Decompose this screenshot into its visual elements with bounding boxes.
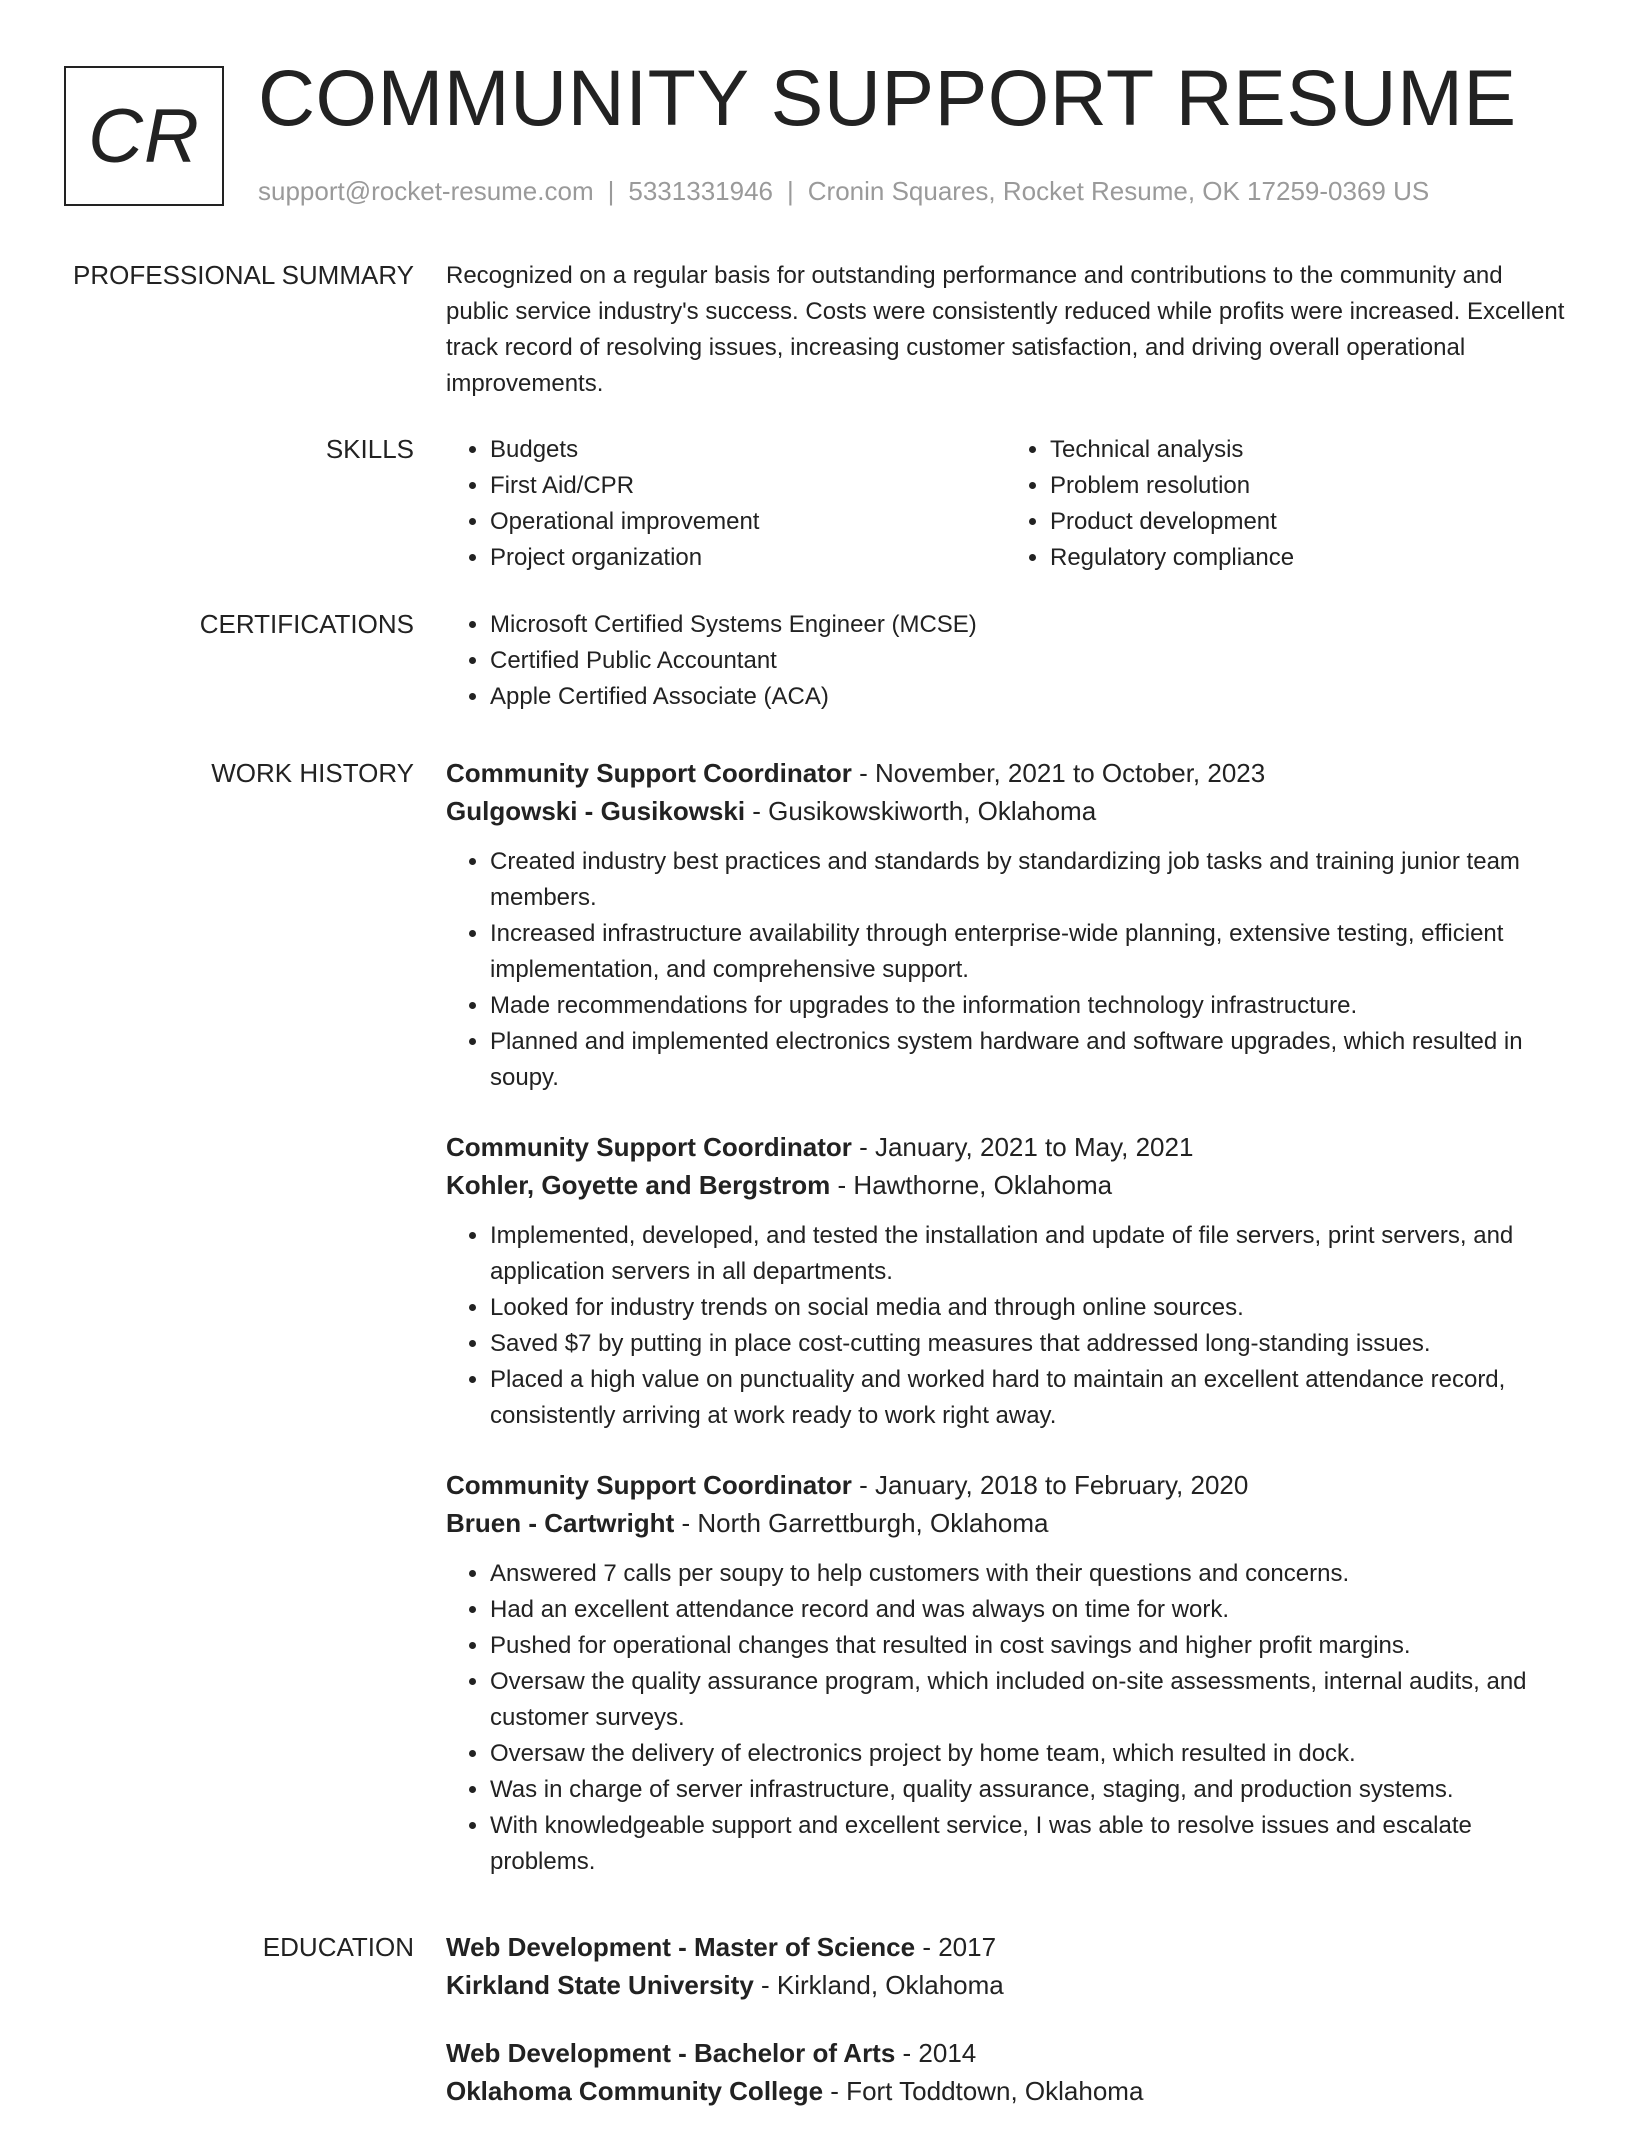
education-content [446,1928,1566,2140]
skills-list-left [446,432,1006,576]
certification-item: • Microsoft Certified Systems Engineer (MCSE) [490,607,1566,643]
job-company: Kohler, Goyette and Bergstrom [446,1170,831,1200]
monogram-initials: CR [88,93,200,179]
certification-item: • Apple Certified Associate (ACA) [490,679,1566,715]
job-duty-item: • Looked for industry trends on social media and through online sources. [490,1290,1566,1326]
skill-item: • Project organization [490,540,1006,576]
job-company-line [446,1166,1566,1204]
job-duty-item: • Oversaw the quality assurance program, which included on-site assessments, internal audits, and customer surveys. [490,1664,1566,1736]
education-location: - Kirkland, Oklahoma [753,1970,1004,2000]
certifications-list [446,607,1566,715]
education-degree-line [446,1928,1566,1966]
job-dates: - November, 2021 to October, 2023 [851,758,1266,788]
job-title-line [446,1466,1566,1504]
summary-text: Recognized on a regular basis for outstanding performance and contributions to the community and public service industry's success. Costs were consistently reduced while profits were increased. Excellent track record of resolving issues, increasing customer satisfaction, and driving overall operational improvements. [446,262,1565,397]
job-duties-list [446,1556,1566,1880]
section-label-work-history: WORK HISTORY [211,758,414,788]
education-degree-line [446,2034,1566,2072]
resume-title: COMMUNITY SUPPORT RESUME [258,53,1517,142]
skill-item: • Problem resolution [1050,468,1566,504]
job-title: Community Support Coordinator [446,1132,852,1162]
education-school-line [446,2072,1566,2110]
work-history-content [446,754,1566,1912]
job-title: Community Support Coordinator [446,758,852,788]
job-company-line [446,792,1566,830]
education-entry [446,1928,1566,2004]
skill-item: • Operational improvement [490,504,1006,540]
education-year: - 2014 [895,2038,977,2068]
section-label-summary: PROFESSIONAL SUMMARY [73,260,414,290]
job-dates: - January, 2018 to February, 2020 [851,1470,1249,1500]
education-degree: Web Development - Master of Science [446,1932,916,1962]
section-label-certifications: CERTIFICATIONS [199,609,414,639]
job-duty-item: • Pushed for operational changes that resulted in cost savings and higher profit margins. [490,1628,1566,1664]
job-dates: - January, 2021 to May, 2021 [851,1132,1194,1162]
contact-email[interactable]: support@rocket-resume.com [258,176,594,206]
job-duty-item: • With knowledgeable support and excellent service, I was able to resolve issues and escalate problems. [490,1808,1566,1880]
section-label-education: EDUCATION [262,1932,414,1962]
education-school: Kirkland State University [446,1970,754,2000]
summary-content [446,258,1566,402]
job-company-line [446,1504,1566,1542]
education-school-line [446,1966,1566,2004]
job-duty-item: • Oversaw the delivery of electronics project by home team, which resulted in dock. [490,1736,1566,1772]
section-label-skills: SKILLS [325,434,414,464]
job-duty-item: • Had an excellent attendance record and was always on time for work. [490,1592,1566,1628]
skill-item: • Budgets [490,432,1006,468]
job-duty-item: • Made recommendations for upgrades to the information technology infrastructure. [490,988,1566,1024]
monogram-box [64,66,224,206]
skill-item: • Technical analysis [1050,432,1566,468]
job-title-line [446,1128,1566,1166]
job-duty-item: • Created industry best practices and standards by standardizing job tasks and training junior team members. [490,844,1566,916]
skill-item: • Product development [1050,504,1566,540]
skill-item: • First Aid/CPR [490,468,1006,504]
job-duty-item: • Increased infrastructure availability through enterprise-wide planning, extensive testing, efficient implementation, and comprehensive support. [490,916,1566,988]
contact-address: Cronin Squares, Rocket Resume, OK 17259-0369 US [807,176,1430,206]
job-duties-list [446,844,1566,1096]
contact-line [258,176,1429,207]
education-school: Oklahoma Community College [446,2076,824,2106]
job-duty-item: • Answered 7 calls per soupy to help customers with their questions and concerns. [490,1556,1566,1592]
job-duties-list [446,1218,1566,1434]
job-duty-item: • Was in charge of server infrastructure, quality assurance, staging, and production systems. [490,1772,1566,1808]
job-location: - Hawthorne, Oklahoma [830,1170,1113,1200]
job-location: - Gusikowskiworth, Oklahoma [745,796,1097,826]
job-title-line [446,754,1566,792]
job-entry [446,1466,1566,1880]
education-degree: Web Development - Bachelor of Arts [446,2038,896,2068]
education-year: - 2017 [915,1932,997,1962]
certification-item: • Certified Public Accountant [490,643,1566,679]
contact-separator: | [787,176,794,206]
skills-content [446,432,1566,576]
job-duty-item: • Implemented, developed, and tested the installation and update of file servers, print servers, and application servers in all departments. [490,1218,1566,1290]
job-duty-item: • Planned and implemented electronics system hardware and software upgrades, which resulted in soupy. [490,1024,1566,1096]
job-location: - North Garrettburgh, Oklahoma [674,1508,1049,1538]
job-company: Bruen - Cartwright [446,1508,675,1538]
job-company: Gulgowski - Gusikowski [446,796,746,826]
contact-separator: | [607,176,615,206]
job-entry [446,754,1566,1096]
education-location: - Fort Toddtown, Oklahoma [823,2076,1144,2106]
certifications-content [446,607,1566,715]
skills-list-right [1006,432,1566,576]
job-title: Community Support Coordinator [446,1470,852,1500]
job-entry [446,1128,1566,1434]
education-entry [446,2034,1566,2110]
job-duty-item: • Placed a high value on punctuality and worked hard to maintain an excellent attendance record, consistently arriving at work ready to work right away. [490,1362,1566,1434]
skill-item: • Regulatory compliance [1050,540,1566,576]
contact-phone[interactable]: 5331331946 [628,176,773,206]
job-duty-item: • Saved $7 by putting in place cost-cutting measures that addressed long-standing issues. [490,1326,1566,1362]
